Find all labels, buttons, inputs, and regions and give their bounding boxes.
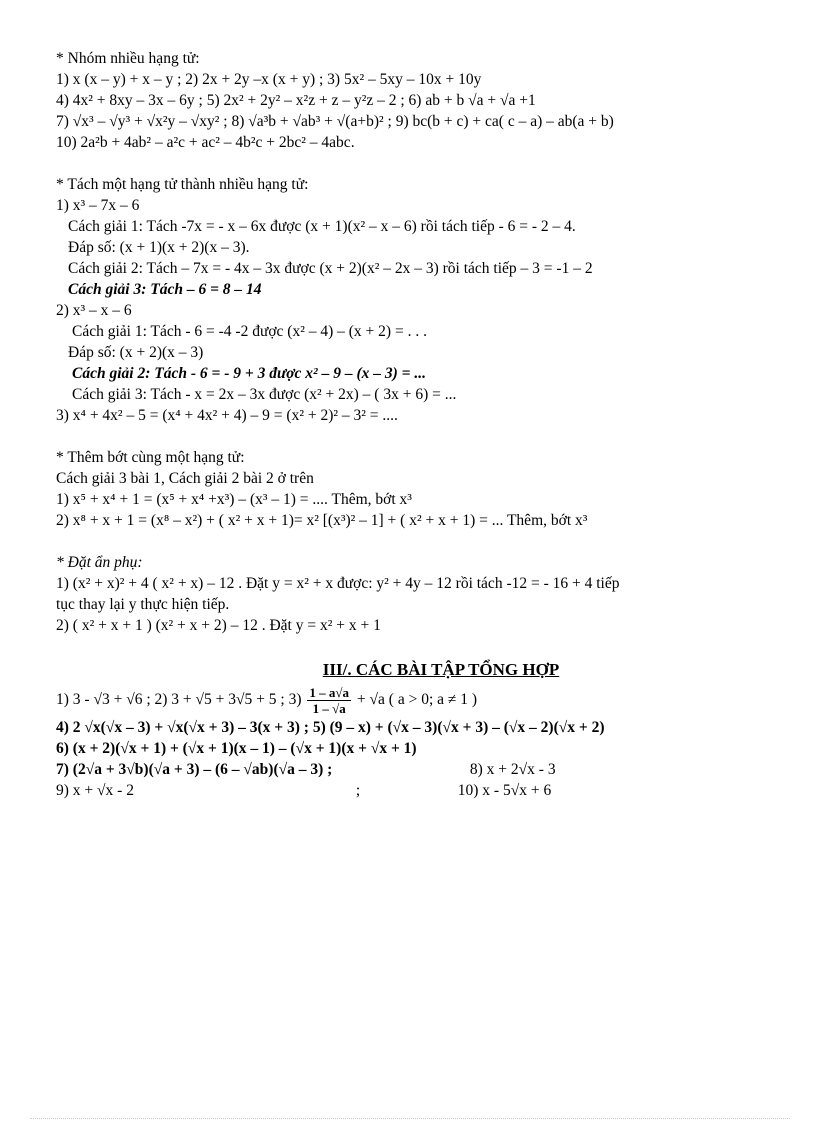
exercise-line: 4) 4x² + 8xy – 3x – 6y ; 5) 2x² + 2y² – x²z + z – y²z – 2 ; 6) ab + b √a + √a +1 [56, 92, 536, 109]
solution-line-emphasis: Cách giải 2: Tách - 6 = - 9 + 3 được x² – 9 – (x – 3) = ... [72, 365, 426, 382]
exercise-text: + √a ( a > 0; a ≠ 1 ) [356, 691, 478, 708]
exercise-9: 9) x + √x - 2 [56, 782, 134, 799]
problem-line: 1) x³ – 7x – 6 [56, 197, 140, 214]
exercise-7: 7) (2√a + 3√b)(√a + 3) – (6 – √ab)(√a – 3) ; [56, 761, 333, 778]
exercise-line: 2) x⁸ + x + 1 = (x⁸ – x²) + ( x² + x + 1)= x² [(x³)² – 1] + ( x² + x + 1) = ... Thêm, bớt x³ [56, 512, 588, 529]
problem-line: 2) x³ – x – 6 [56, 302, 132, 319]
answer-line: Đáp số: (x + 2)(x – 3) [68, 344, 204, 361]
answer-line: Đáp số: (x + 1)(x + 2)(x – 3). [68, 239, 250, 256]
problem-line: 3) x⁴ + 4x² – 5 = (x⁴ + 4x² + 4) – 9 = (x² + 2)² – 3² = .... [56, 407, 398, 424]
section-title-add-subtract: * Thêm bớt cùng một hạng tử: [56, 449, 245, 466]
fraction-numerator: 1 – a√a [309, 684, 350, 700]
exercise-8: 8) x + 2√x - 3 [469, 761, 556, 778]
exercise-line: 1) (x² + x)² + 4 ( x² + x) – 12 . Đặt y = x² + x được: y² + 4y – 12 rồi tách -12 = - 16 + 4 tiếp [56, 575, 620, 592]
separator: ; [355, 782, 361, 799]
exercise-line: 10) 2a²b + 4ab² – a²c + ac² – 4b²c + 2bc² – 4abc. [56, 134, 355, 151]
section-title-splitting: * Tách một hạng tử thành nhiều hạng tử: [56, 176, 309, 193]
exercise-text: 1) 3 - √3 + √6 ; 2) 3 + √5 + 3√5 + 5 ; 3) [56, 691, 302, 708]
section-title-grouping: * Nhóm nhiều hạng tử: [56, 50, 200, 67]
exercise-line: tục thay lại y thực hiện tiếp. [56, 596, 230, 613]
solution-line: Cách giải 1: Tách - 6 = -4 -2 được (x² – 4) – (x + 2) = . . . [72, 323, 427, 340]
solution-line-emphasis: Cách giải 3: Tách – 6 = 8 – 14 [68, 281, 262, 298]
exercise-line: 7) √x³ – √y³ + √x²y – √xy² ; 8) √a³b + √ab³ + √(a+b)² ; 9) bc(b + c) + ca( c – a) – ab(a + b) [56, 113, 614, 130]
section-title-substitution: * Đặt ẩn phụ: [56, 554, 143, 571]
exercise-line [56, 780, 786, 801]
solution-line: Cách giải 1: Tách -7x = - x – 6x được (x + 1)(x² – x – 6) rồi tách tiếp - 6 = - 2 – 4. [68, 218, 576, 235]
exercise-line: 6) (x + 2)(√x + 1) + (√x + 1)(x – 1) – (√x + 1)(x + √x + 1) [56, 740, 417, 757]
solution-line: Cách giải 2: Tách – 7x = - 4x – 3x được (x + 2)(x² – 2x – 3) rồi tách tiếp – 3 = -1 – 2 [68, 260, 593, 277]
document-page [56, 48, 786, 801]
fraction-denominator: 1 – √a [312, 700, 346, 716]
fraction [307, 685, 351, 716]
section-heading-combined: III/. CÁC BÀI TẬP TỔNG HỢP [322, 660, 560, 679]
exercise-line: 4) 2 √x(√x – 3) + √x(√x + 3) – 3(x + 3) ; 5) (9 – x) + (√x – 3)(√x + 3) – (√x – 2)(√x + 2) [56, 719, 605, 736]
solution-line: Cách giải 3: Tách - x = 2x – 3x được (x² + 2x) – ( 3x + 6) = ... [72, 386, 457, 403]
exercise-line: 1) x⁵ + x⁴ + 1 = (x⁵ + x⁴ +x³) – (x³ – 1) = .... Thêm, bớt x³ [56, 491, 412, 508]
exercise-line: 1) x (x – y) + x – y ; 2) 2x + 2y –x (x + y) ; 3) 5x² – 5xy – 10x + 10y [56, 71, 482, 88]
footer-divider [30, 1118, 790, 1119]
exercise-line: 2) ( x² + x + 1 ) (x² + x + 2) – 12 . Đặt y = x² + x + 1 [56, 617, 381, 634]
exercise-line [56, 683, 786, 717]
exercise-line [56, 759, 786, 780]
note-line: Cách giải 3 bài 1, Cách giải 2 bài 2 ở trên [56, 470, 314, 487]
exercise-10: 10) x - 5√x + 6 [457, 782, 552, 799]
